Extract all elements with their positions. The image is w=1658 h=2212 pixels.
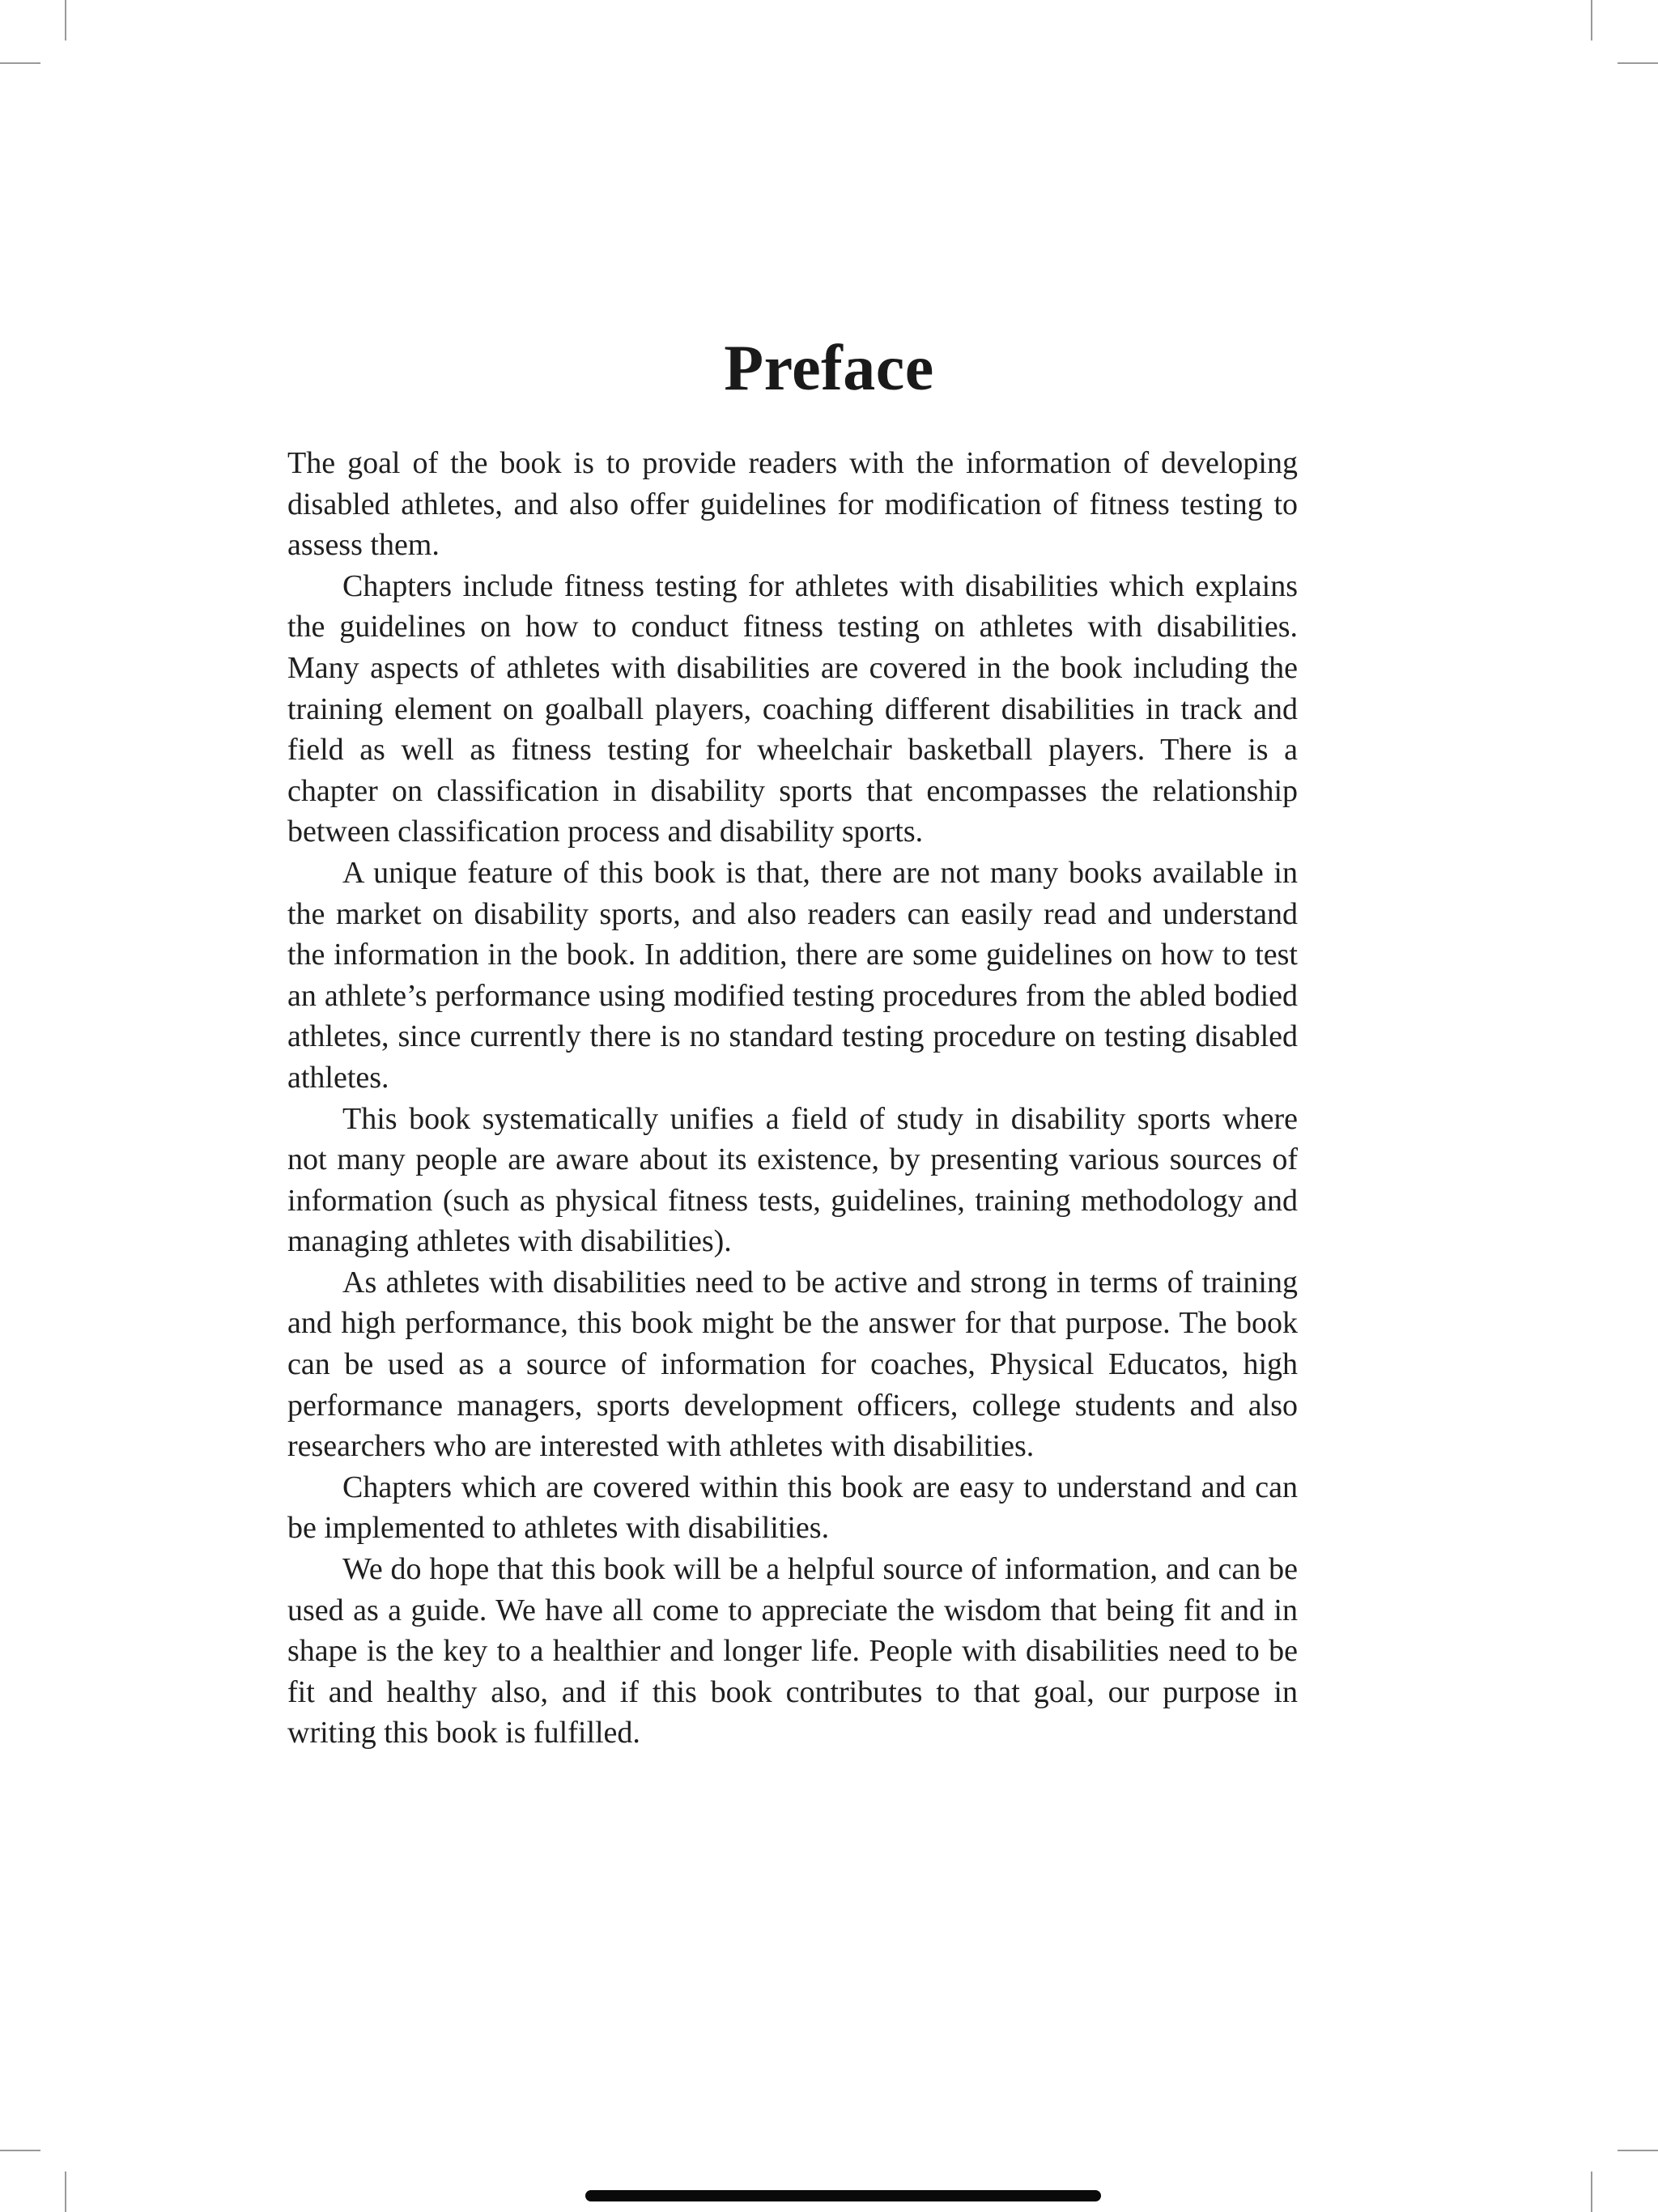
crop-mark-bottom-right-vertical [1591, 2172, 1592, 2212]
crop-mark-bottom-right-horizontal [1618, 2150, 1658, 2151]
paragraph-4: This book systematically unifies a field of study in disability sports where not many people are aware about its existence, by presenting various sources of information (such as physical fitness tests, guidelines, training methodology and managing athletes with disabilities). [287, 1101, 1298, 1259]
preface-body [287, 443, 1298, 1754]
crop-mark-top-right-vertical [1591, 0, 1592, 40]
crop-mark-top-right-horizontal [1618, 62, 1658, 64]
home-indicator-bar[interactable] [585, 2190, 1101, 2201]
paragraph-7: We do hope that this book will be a helpful source of information, and can be used as a guide. We have all come to appreciate the wisdom that being fit and in shape is the key to a healthier and longer life. People with disabilities need to be fit and healthy also, and if this book contributes to that goal, our purpose in writing this book is fulfilled. [287, 1552, 1298, 1750]
paragraph-1: The goal of the book is to provide readers with the information of developing disabled athletes, and also offer guidelines for modification of fitness testing to assess them. [287, 446, 1298, 563]
paragraph-6: Chapters which are covered within this book are easy to understand and can be implemented to athletes with disabilities. [287, 1470, 1298, 1546]
crop-mark-top-left-horizontal [0, 62, 40, 64]
page-title: Preface [724, 333, 934, 404]
paragraph-3: A unique feature of this book is that, there are not many books available in the market on disability sports, and also readers can easily read and understand the information in the book. In addition, there are some guidelines on how to test an athlete’s performance using modified testing procedures from the abled bodied athletes, since currently there is no standard testing procedure on testing disabled athletes. [287, 855, 1298, 1095]
crop-mark-top-left-vertical [65, 0, 66, 40]
paragraph-5: As athletes with disabilities need to be active and strong in terms of training and high performance, this book might be the answer for that purpose. The book can be used as a source of information for coaches, Physical Educatos, high performance managers, sports development officers, college students and also researchers who are interested with athletes with disabilities. [287, 1265, 1298, 1464]
crop-mark-bottom-left-vertical [65, 2172, 66, 2212]
crop-mark-bottom-left-horizontal [0, 2150, 40, 2151]
paragraph-2: Chapters include fitness testing for athletes with disabilities which explains the guidelines on how to conduct fitness testing on athletes with disabilities. Many aspects of athletes with disabilities are covered in the book including the training element on goalball players, coaching different disabilities in track and field as well as fitness testing for wheelchair basketball players. There is a chapter on classification in disability sports that encompasses the relationship between classification process and disability sports. [287, 568, 1298, 849]
